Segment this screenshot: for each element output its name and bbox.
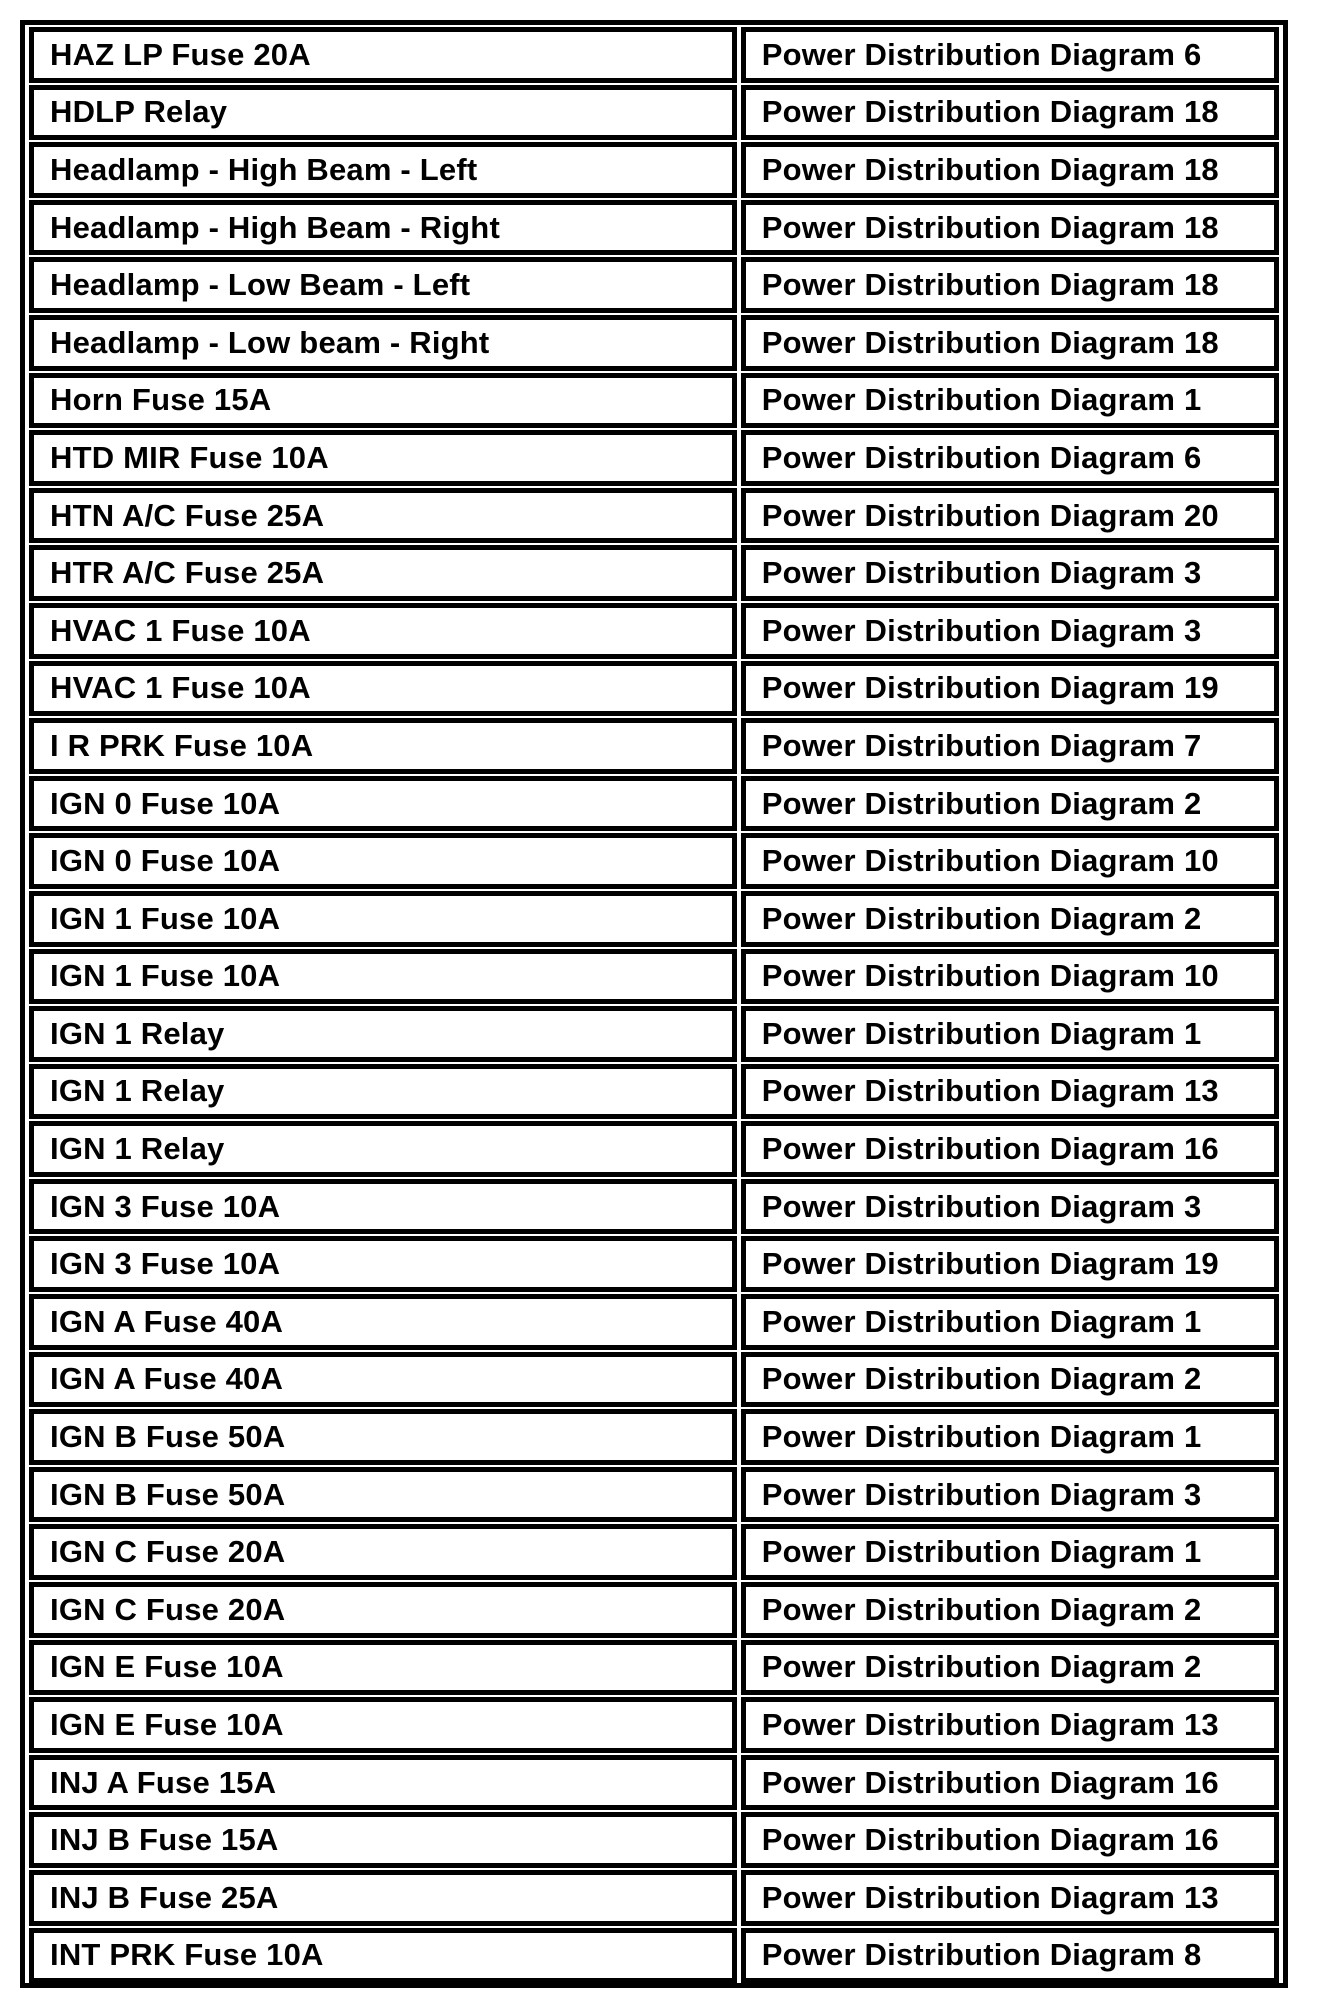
- table-row: [28, 256, 1280, 314]
- component-cell: Horn Fuse 15A: [29, 373, 737, 429]
- component-cell: IGN C Fuse 20A: [29, 1524, 737, 1580]
- table-row: [28, 1639, 1280, 1697]
- location-cell: Power Distribution Diagram 18: [741, 142, 1279, 198]
- location-cell: Power Distribution Diagram 6: [741, 27, 1279, 83]
- location-cell: Power Distribution Diagram 2: [741, 1352, 1279, 1408]
- component-cell: IGN A Fuse 40A: [29, 1294, 737, 1350]
- table-row: [28, 26, 1280, 84]
- component-cell: IGN 1 Fuse 10A: [29, 891, 737, 947]
- component-cell: INJ B Fuse 15A: [29, 1812, 737, 1868]
- component-cell: IGN A Fuse 40A: [29, 1352, 737, 1408]
- component-cell: IGN 1 Relay: [29, 1121, 737, 1177]
- table-row: [28, 660, 1280, 718]
- component-cell: INJ B Fuse 25A: [29, 1870, 737, 1926]
- component-cell: IGN 1 Fuse 10A: [29, 949, 737, 1005]
- table-row: [28, 1235, 1280, 1293]
- location-cell: Power Distribution Diagram 16: [741, 1755, 1279, 1811]
- component-cell: Headlamp - Low Beam - Left: [29, 257, 737, 313]
- location-cell: Power Distribution Diagram 10: [741, 949, 1279, 1005]
- component-cell: IGN 3 Fuse 10A: [29, 1236, 737, 1292]
- location-cell: Power Distribution Diagram 7: [741, 718, 1279, 774]
- component-cell: IGN B Fuse 50A: [29, 1409, 737, 1465]
- table-rows: [28, 26, 1280, 1984]
- location-cell: Power Distribution Diagram 3: [741, 1179, 1279, 1235]
- location-cell: Power Distribution Diagram 8: [741, 1928, 1279, 1984]
- location-cell: Power Distribution Diagram 1: [741, 373, 1279, 429]
- table-row: [28, 1696, 1280, 1754]
- location-cell: Power Distribution Diagram 13: [741, 1697, 1279, 1753]
- component-cell: IGN 3 Fuse 10A: [29, 1179, 737, 1235]
- location-cell: Power Distribution Diagram 18: [741, 85, 1279, 141]
- component-cell: INT PRK Fuse 10A: [29, 1928, 737, 1984]
- location-cell: Power Distribution Diagram 19: [741, 661, 1279, 717]
- table-row: [28, 1581, 1280, 1639]
- table-row: [28, 1811, 1280, 1869]
- location-cell: Power Distribution Diagram 18: [741, 315, 1279, 371]
- table-row: [28, 1927, 1280, 1985]
- table-row: [28, 199, 1280, 257]
- table-row: [28, 832, 1280, 890]
- location-cell: Power Distribution Diagram 13: [741, 1870, 1279, 1926]
- location-cell: Power Distribution Diagram 6: [741, 430, 1279, 486]
- table-row: [28, 1120, 1280, 1178]
- component-cell: HVAC 1 Fuse 10A: [29, 661, 737, 717]
- component-cell: Headlamp - High Beam - Right: [29, 200, 737, 256]
- table-row: [28, 1869, 1280, 1927]
- component-cell: I R PRK Fuse 10A: [29, 718, 737, 774]
- table-row: [28, 1408, 1280, 1466]
- location-cell: Power Distribution Diagram 2: [741, 1582, 1279, 1638]
- table-row: [28, 1754, 1280, 1812]
- component-cell: IGN B Fuse 50A: [29, 1467, 737, 1523]
- table-row: [28, 1466, 1280, 1524]
- table-row: [28, 1063, 1280, 1121]
- location-cell: Power Distribution Diagram 1: [741, 1294, 1279, 1350]
- location-cell: Power Distribution Diagram 13: [741, 1064, 1279, 1120]
- location-cell: Power Distribution Diagram 3: [741, 545, 1279, 601]
- component-cell: IGN 1 Relay: [29, 1064, 737, 1120]
- table-row: [28, 890, 1280, 948]
- component-cell: HAZ LP Fuse 20A: [29, 27, 737, 83]
- table-row: [28, 948, 1280, 1006]
- component-cell: HTN A/C Fuse 25A: [29, 488, 737, 544]
- location-cell: Power Distribution Diagram 2: [741, 776, 1279, 832]
- component-cell: IGN 0 Fuse 10A: [29, 833, 737, 889]
- component-cell: HTR A/C Fuse 25A: [29, 545, 737, 601]
- table-row: [28, 487, 1280, 545]
- location-cell: Power Distribution Diagram 16: [741, 1121, 1279, 1177]
- location-cell: Power Distribution Diagram 18: [741, 257, 1279, 313]
- component-cell: IGN C Fuse 20A: [29, 1582, 737, 1638]
- component-cell: IGN E Fuse 10A: [29, 1640, 737, 1696]
- table-row: [28, 1178, 1280, 1236]
- table-row: [28, 544, 1280, 602]
- table-row: [28, 1293, 1280, 1351]
- table-row: [28, 717, 1280, 775]
- table-row: [28, 372, 1280, 430]
- component-cell: IGN 0 Fuse 10A: [29, 776, 737, 832]
- component-cell: HTD MIR Fuse 10A: [29, 430, 737, 486]
- table-row: [28, 602, 1280, 660]
- component-location-table: [20, 20, 1288, 1988]
- component-cell: IGN 1 Relay: [29, 1006, 737, 1062]
- table-row: [28, 1005, 1280, 1063]
- table-row: [28, 1523, 1280, 1581]
- table-row: [28, 84, 1280, 142]
- location-cell: Power Distribution Diagram 3: [741, 1467, 1279, 1523]
- table-row: [28, 314, 1280, 372]
- component-cell: INJ A Fuse 15A: [29, 1755, 737, 1811]
- location-cell: Power Distribution Diagram 2: [741, 891, 1279, 947]
- location-cell: Power Distribution Diagram 19: [741, 1236, 1279, 1292]
- component-cell: IGN E Fuse 10A: [29, 1697, 737, 1753]
- location-cell: Power Distribution Diagram 20: [741, 488, 1279, 544]
- location-cell: Power Distribution Diagram 1: [741, 1006, 1279, 1062]
- table-row: [28, 141, 1280, 199]
- location-cell: Power Distribution Diagram 18: [741, 200, 1279, 256]
- location-cell: Power Distribution Diagram 3: [741, 603, 1279, 659]
- component-cell: HDLP Relay: [29, 85, 737, 141]
- table-row: [28, 429, 1280, 487]
- location-cell: Power Distribution Diagram 16: [741, 1812, 1279, 1868]
- location-cell: Power Distribution Diagram 1: [741, 1524, 1279, 1580]
- location-cell: Power Distribution Diagram 2: [741, 1640, 1279, 1696]
- table-row: [28, 1351, 1280, 1409]
- location-cell: Power Distribution Diagram 1: [741, 1409, 1279, 1465]
- component-cell: Headlamp - Low beam - Right: [29, 315, 737, 371]
- component-cell: Headlamp - High Beam - Left: [29, 142, 737, 198]
- component-cell: HVAC 1 Fuse 10A: [29, 603, 737, 659]
- table-row: [28, 775, 1280, 833]
- location-cell: Power Distribution Diagram 10: [741, 833, 1279, 889]
